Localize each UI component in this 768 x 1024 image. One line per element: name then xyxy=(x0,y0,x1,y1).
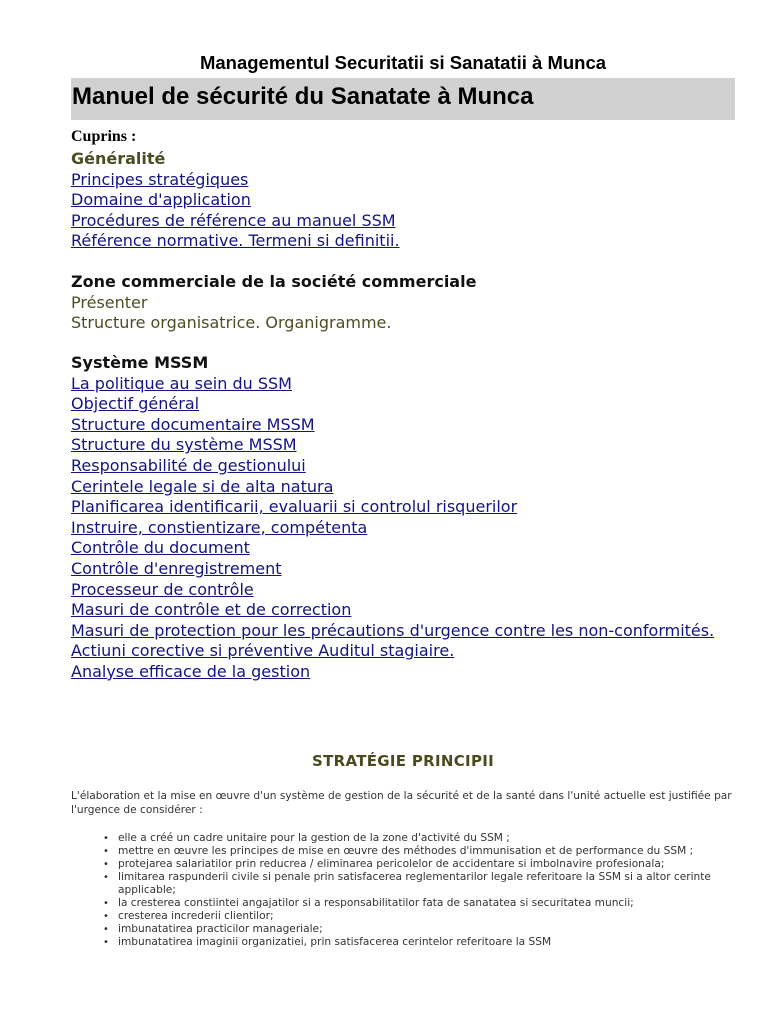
section-title: STRATÉGIE PRINCIPII xyxy=(312,752,494,770)
list-item: • cresterea increderii clientilor; xyxy=(71,910,735,923)
section-intro: L'élaboration et la mise en œuvre d'un système de gestion de la sécurité et de la santé dans l'unité actuelle est justifiée par l'urgence de considérer : xyxy=(71,790,732,816)
manual-title-bar: Manuel de sécurité du Sanatate à Munca xyxy=(71,78,735,120)
toc-link-principes[interactable]: Principes stratégiques xyxy=(71,169,249,189)
toc-link-structure-doc[interactable]: Structure documentaire MSSM xyxy=(71,414,315,434)
toc-item-structure: Structure organisatrice. Organigramme. xyxy=(71,313,392,333)
toc-link-masuri-protection[interactable]: Masuri de protection pour les précautions d'urgence contre les non-conformités. Actiuni corective si préventive Auditul stagiaire. xyxy=(71,620,715,661)
toc-link-procedures[interactable]: Procédures de référence au manuel SSM xyxy=(71,210,396,230)
toc-link-structure-systeme[interactable]: Structure du système MSSM xyxy=(71,435,297,455)
toc-item-presenter: Présenter xyxy=(71,292,148,312)
toc-link-politique[interactable]: La politique au sein du SSM xyxy=(71,373,292,393)
list-item: • la cresterea constiintei angajatilor si a responsabilitatilor fata de sanatatea si securitatea muncii; xyxy=(71,897,735,910)
toc-heading-mssm: Système MSSM xyxy=(71,353,209,372)
toc-link-masuri-controle[interactable]: Masuri de contrôle et de correction xyxy=(71,600,352,620)
toc-group-zone xyxy=(71,272,735,334)
toc-link-cerintele[interactable]: Cerintele legale si de alta natura xyxy=(71,476,334,496)
list-item: • imbunatatirea practicilor manageriale; xyxy=(71,923,735,936)
toc-link-analyse[interactable]: Analyse efficace de la gestion xyxy=(71,661,311,681)
contents-label: Cuprins : xyxy=(71,128,137,145)
toc-link-controle-document[interactable]: Contrôle du document xyxy=(71,538,250,558)
toc-link-planificarea[interactable]: Planificarea identificarii, evaluarii si controlul risquerilor xyxy=(71,497,518,517)
toc-link-domaine[interactable]: Domaine d'application xyxy=(71,190,251,210)
principles-list xyxy=(71,832,735,949)
toc-link-processeur[interactable]: Processeur de contrôle xyxy=(71,579,254,599)
toc-link-responsabilite[interactable]: Responsabilité de gestionului xyxy=(71,455,306,475)
toc-group-generalite xyxy=(71,149,735,252)
document-title: Managementul Securitatii si Sanatatii à Munca xyxy=(199,52,607,73)
toc-link-reference[interactable]: Référence normative. Termeni si definitii. xyxy=(71,231,400,251)
toc-link-controle-enregistrement[interactable]: Contrôle d'enregistrement xyxy=(71,558,282,578)
toc-heading-zone: Zone commerciale de la société commerciale xyxy=(71,272,477,291)
list-item: • mettre en œuvre les principes de mise en œuvre des méthodes d'immunisation et de performance du SSM ; xyxy=(71,845,735,858)
list-item: • protejarea salariatilor prin reducrea / eliminarea pericolelor de accidentare si imbolnavire profesionala; xyxy=(71,858,735,871)
list-item: • imbunatatirea imaginii organizatiei, prin satisfacerea cerintelor referitoare la SSM xyxy=(71,936,735,949)
toc-heading-generalite: Généralité xyxy=(71,149,166,168)
toc-group-mssm xyxy=(71,353,735,683)
list-item: • limitarea raspunderii civile si penale prin satisfacerea reglementarilor legale referitoare la SSM si a altor cerinte applicable; xyxy=(71,871,735,897)
list-item: • elle a créé un cadre unitaire pour la gestion de la zone d'activité du SSM ; xyxy=(71,832,735,845)
toc-link-instruire[interactable]: Instruire, constientizare, compétenta xyxy=(71,517,368,537)
toc-link-objectif[interactable]: Objectif général xyxy=(71,394,200,414)
